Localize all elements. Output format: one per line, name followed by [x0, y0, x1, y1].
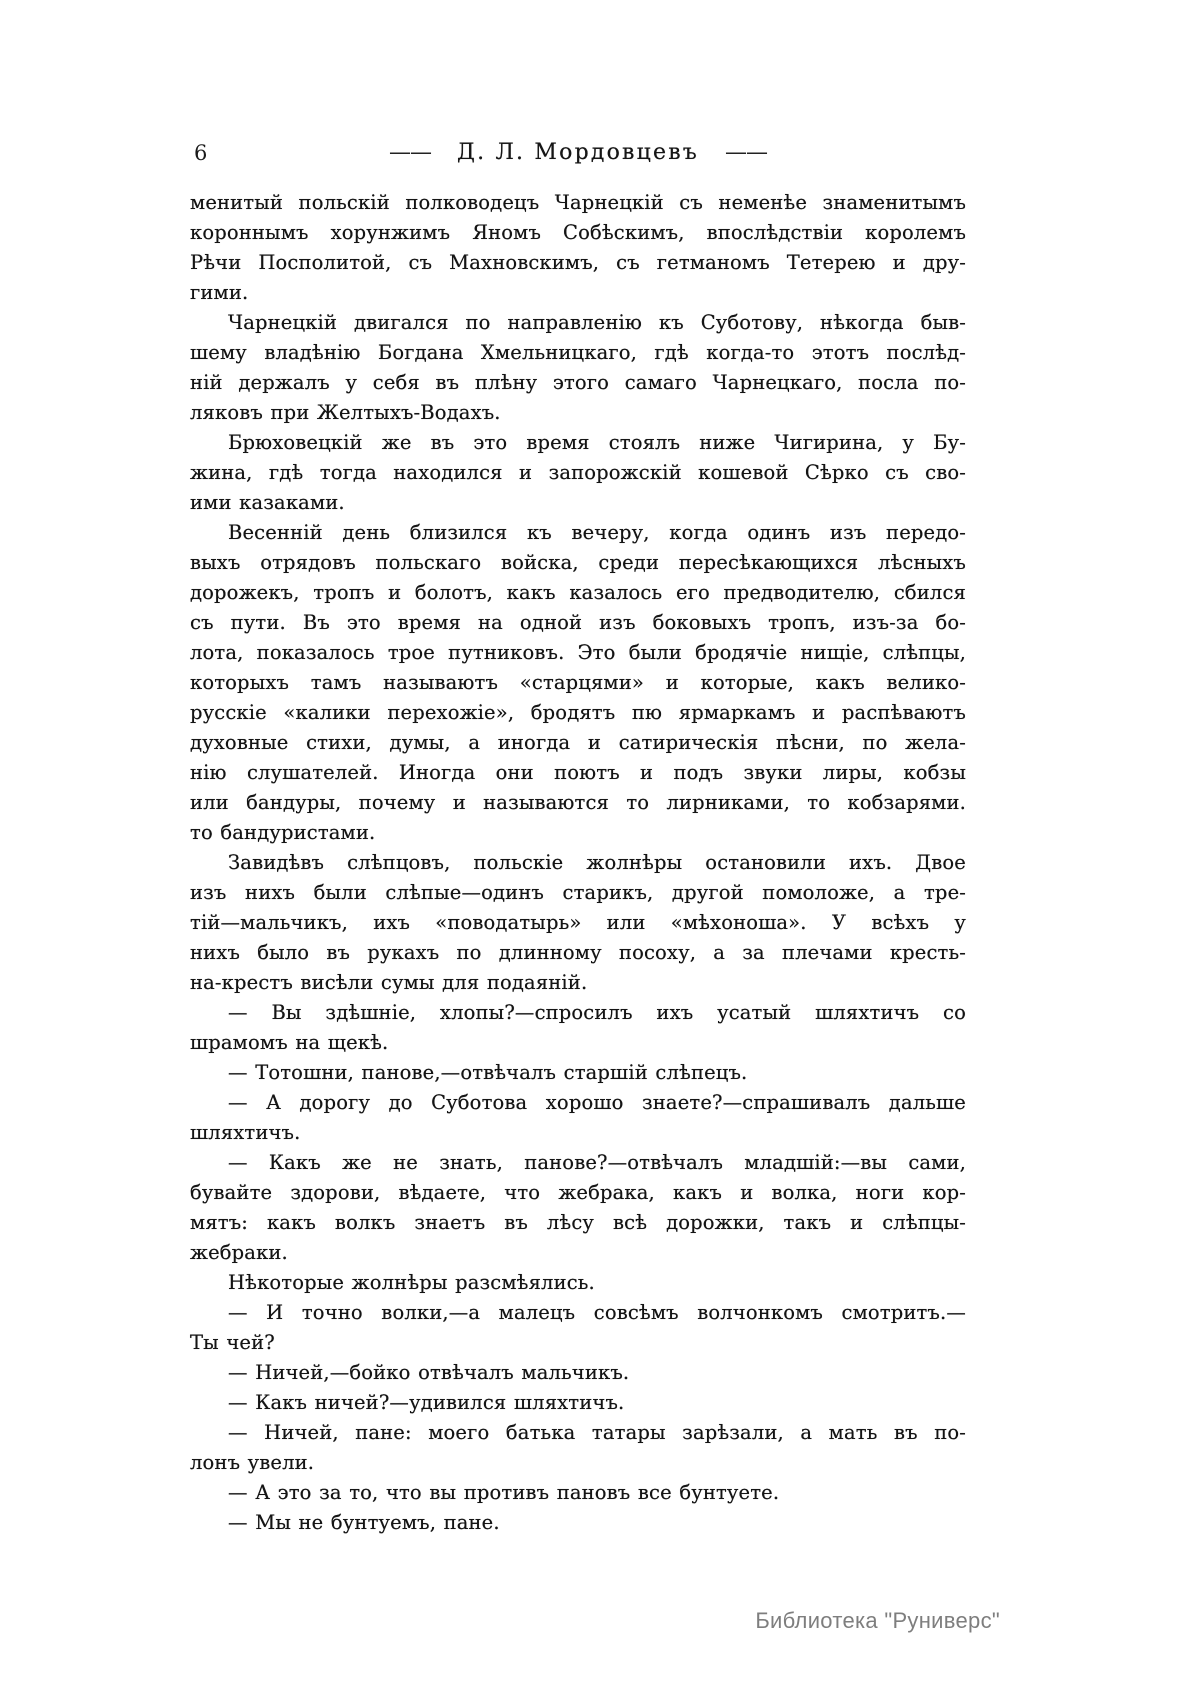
- text-line: ляковъ при Желтыхъ-Водахъ.: [190, 401, 501, 424]
- text-line: — Какъ же не знать, панове?—отвѣчалъ младшій:—вы сами,: [228, 1151, 966, 1174]
- text-block: [190, 188, 966, 1538]
- text-line: — Мы не бунтуемъ, пане.: [228, 1511, 500, 1534]
- text-line: Чарнецкій двигался по направленію къ Суботову, нѣкогда быв-: [228, 311, 966, 334]
- text-line: съ пути. Въ это время на одной изъ боковыхъ тропъ, изъ-за бо-: [190, 611, 966, 634]
- text-line: которыхъ тамъ называютъ «старцями» и которые, какъ велико-: [190, 671, 966, 694]
- text-line: выхъ отрядовъ польскаго войска, среди пересѣкающихся лѣсныхъ: [190, 551, 966, 574]
- text-line: — Ничей, пане: моего батька татары зарѣзали, а мать въ по-: [228, 1421, 966, 1444]
- text-line: шляхтичъ.: [190, 1121, 301, 1144]
- text-line: Нѣкоторые жолнѣры разсмѣялись.: [228, 1271, 595, 1294]
- text-line: нію слушателей. Иногда они поютъ и подъ звуки лиры, кобзы: [190, 761, 966, 784]
- text-line: — Тотошни, панове,—отвѣчалъ старшій слѣпецъ.: [228, 1061, 748, 1084]
- library-watermark: Библиотека "Руниверс": [755, 1608, 1000, 1633]
- text-line: или бандуры, почему и называются то лирниками, то кобзарями.: [190, 791, 966, 814]
- text-line: лонъ увели.: [190, 1451, 315, 1474]
- text-line: — А это за то, что вы противъ пановъ все бунтуете.: [228, 1481, 780, 1504]
- text-line: Ты чей?: [190, 1331, 275, 1354]
- text-line: Брюховецкій же въ это время стоялъ ниже Чигирина, у Бу-: [228, 431, 966, 454]
- text-line: тій—мальчикъ, ихъ «поводатырь» или «мѣхоноша». У всѣхъ у: [190, 911, 966, 934]
- text-line: гими.: [190, 281, 249, 304]
- text-line: русскіе «калики перехожіе», бродятъ пю ярмаркамъ и распѣваютъ: [190, 701, 966, 724]
- text-line: Рѣчи Посполитой, съ Махновскимъ, съ гетманомъ Тетерею и дру-: [190, 251, 966, 274]
- text-line: — А дорогу до Суботова хорошо знаете?—спрашивалъ дальше: [228, 1091, 966, 1114]
- page-number: 6: [194, 141, 208, 165]
- header-rule-left: ——: [389, 140, 431, 165]
- text-line: жебраки.: [190, 1241, 288, 1264]
- text-line: бувайте здорови, вѣдаете, что жебрака, какъ и волка, ноги кор-: [190, 1181, 966, 1204]
- text-line: ими казаками.: [190, 491, 345, 514]
- header-author-title: Д. Л. Мордовцевъ: [457, 140, 699, 165]
- text-line: на-крестъ висѣли сумы для подаяній.: [190, 971, 588, 994]
- text-line: ній держалъ у себя въ плѣну этого самаго Чарнецкаго, посла по-: [190, 371, 966, 394]
- text-line: короннымъ хорунжимъ Яномъ Собѣскимъ, впослѣдствіи королемъ: [190, 221, 966, 244]
- text-line: лота, показалось трое путниковъ. Это были бродячіе нищіе, слѣпцы,: [190, 641, 966, 664]
- text-line: Завидѣвъ слѣпцовъ, польскіе жолнѣры остановили ихъ. Двое: [228, 851, 966, 874]
- running-header: [190, 136, 966, 170]
- text-line: мятъ: какъ волкъ знаетъ въ лѣсу всѣ дорожки, такъ и слѣпцы-: [190, 1211, 966, 1234]
- text-line: — Вы здѣшніе, хлопы?—спросилъ ихъ усатый шляхтичъ со: [228, 1001, 966, 1024]
- text-line: дорожекъ, тропъ и болотъ, какъ казалось его предводителю, сбился: [190, 581, 966, 604]
- text-line: нихъ было въ рукахъ по длинному посоху, а за плечами кресть-: [190, 941, 966, 964]
- text-line: шему владѣнію Богдана Хмельницкаго, гдѣ когда-то этотъ послѣд-: [190, 341, 966, 364]
- text-line: духовные стихи, думы, а иногда и сатирическія пѣсни, по жела-: [190, 731, 966, 754]
- text-line: — Ничей,—бойко отвѣчалъ мальчикъ.: [228, 1361, 630, 1384]
- text-line: — И точно волки,—а малецъ совсѣмъ волчонкомъ смотритъ.—: [228, 1301, 966, 1324]
- text-line: шрамомъ на щекѣ.: [190, 1031, 389, 1054]
- text-line: менитый польскій полководецъ Чарнецкій съ неменѣе знаменитымъ: [190, 191, 966, 214]
- text-line: жина, гдѣ тогда находился и запорожскій кошевой Сѣрко съ сво-: [190, 461, 966, 484]
- text-line: изъ нихъ были слѣпые—одинъ старикъ, другой помоложе, а тре-: [190, 881, 966, 904]
- header-rule-right: ——: [725, 140, 767, 165]
- text-line: то бандуристами.: [190, 821, 376, 844]
- text-line: — Какъ ничей?—удивился шляхтичъ.: [228, 1391, 625, 1414]
- text-line: Весенній день близился къ вечеру, когда одинъ изъ передо-: [228, 521, 966, 544]
